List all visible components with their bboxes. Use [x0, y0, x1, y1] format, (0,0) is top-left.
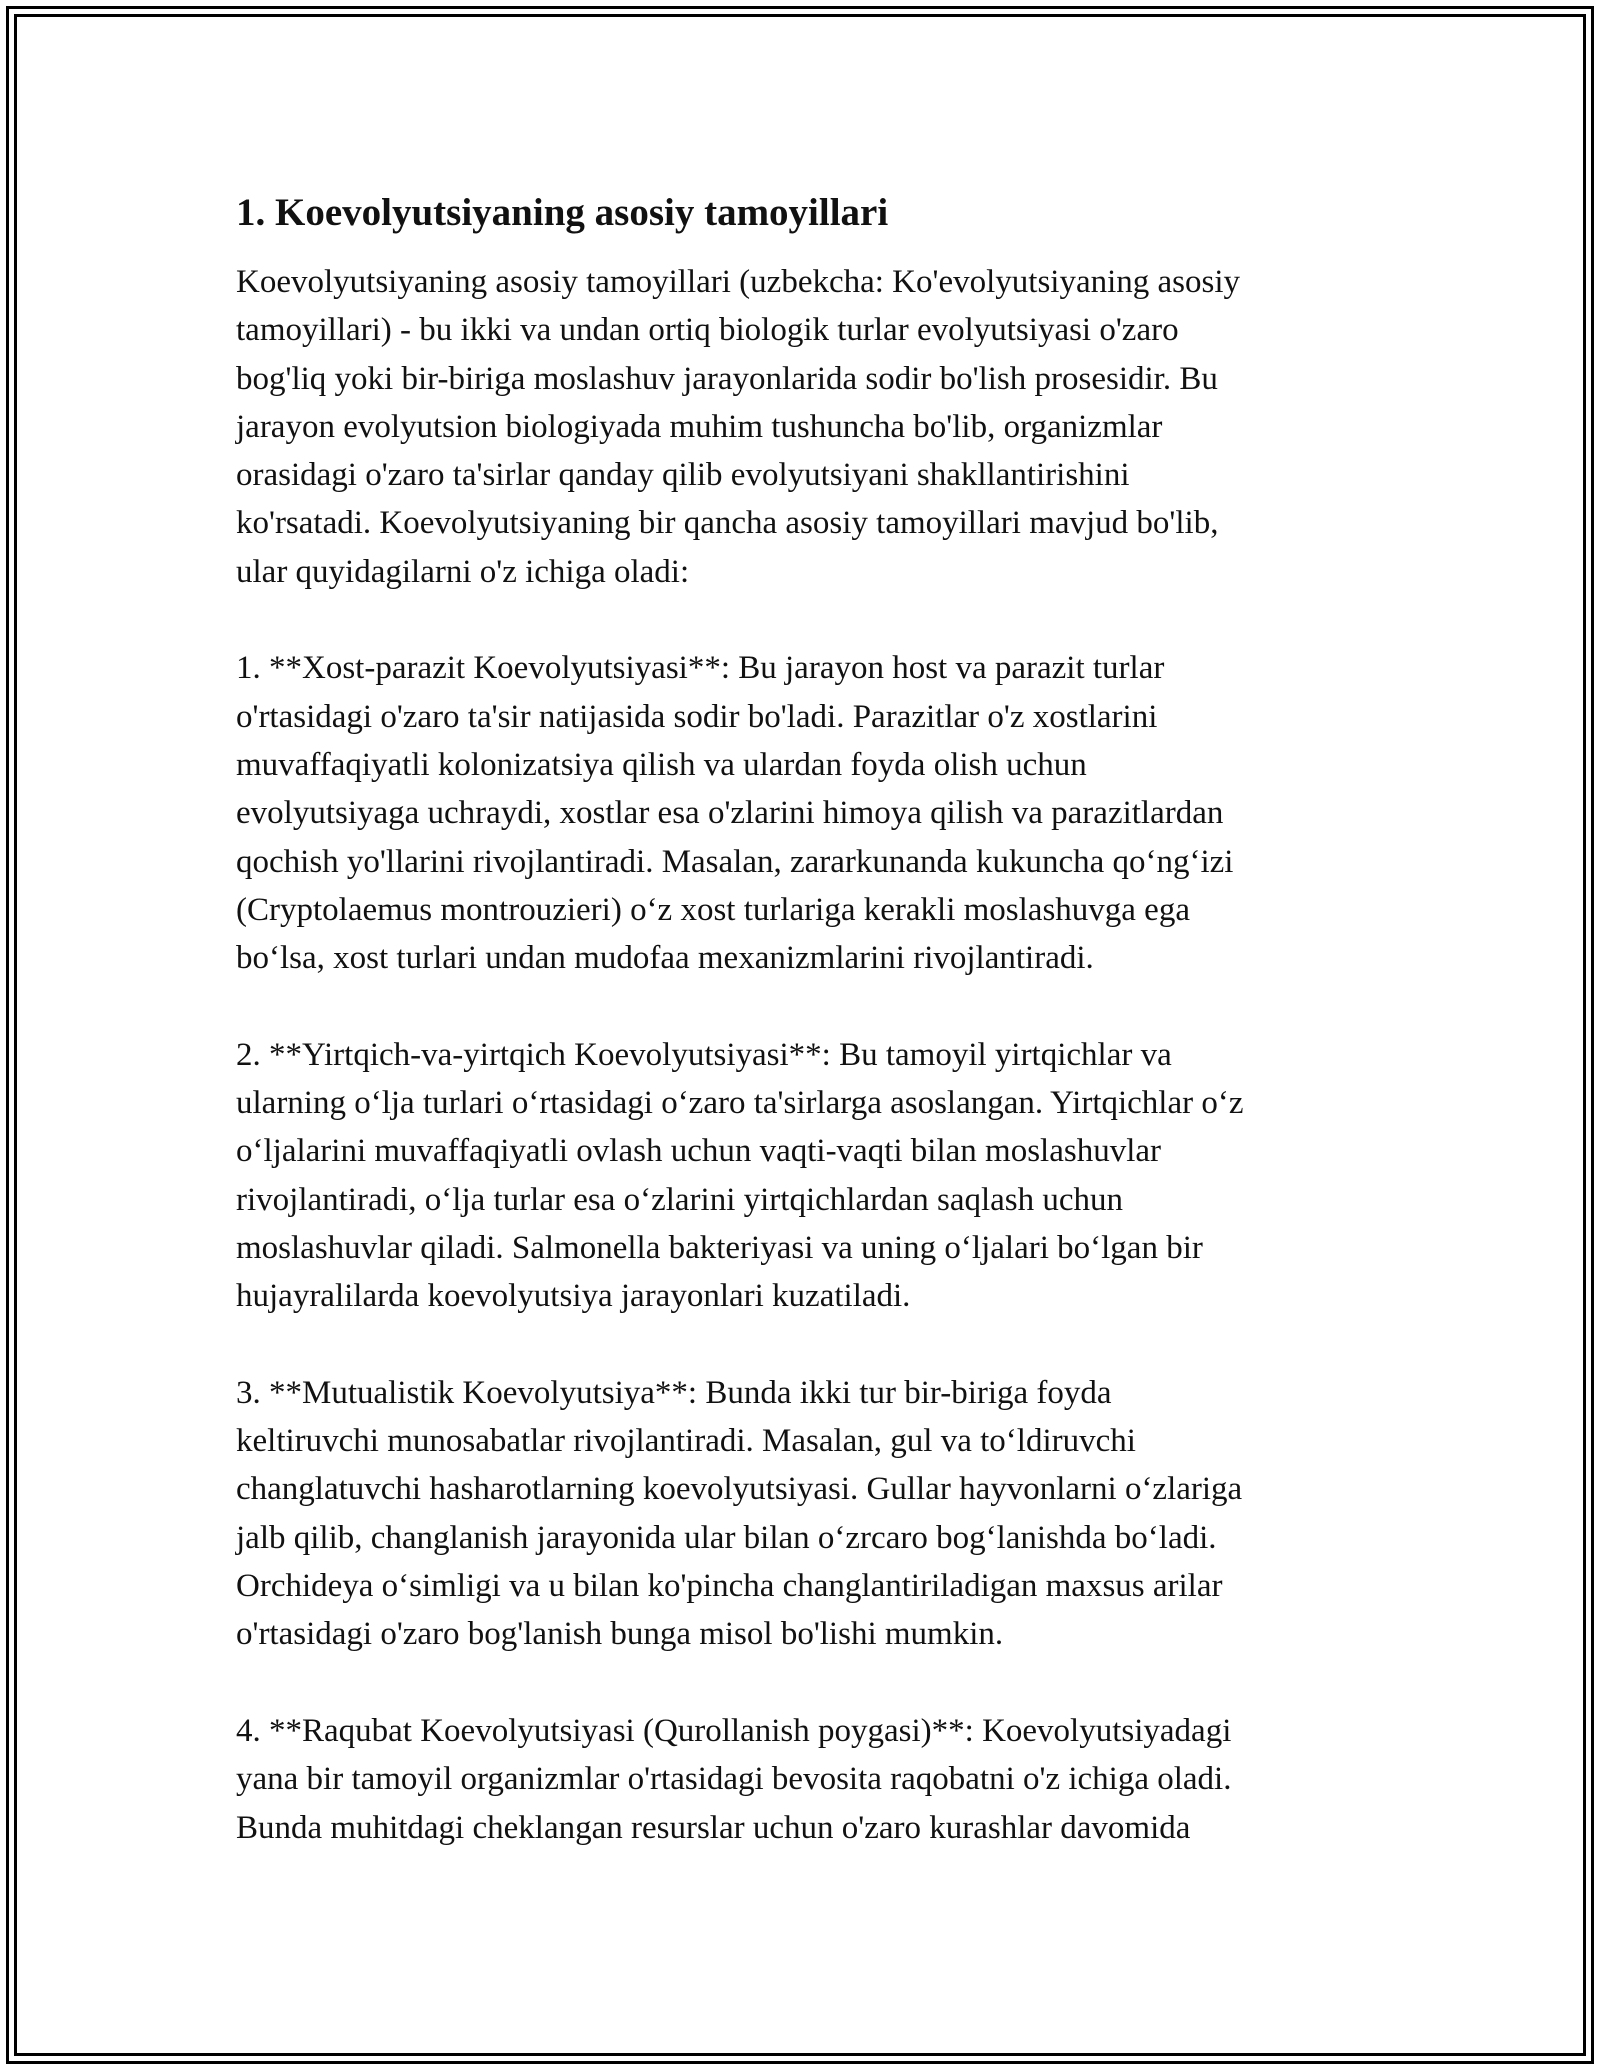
document-title: 1. Koevolyutsiyaning asosiy tamoyillari: [236, 191, 889, 234]
principle-competition: 4. **Raqubat Koevolyutsiyasi (Qurollanish poygasi)**: Koevolyutsiyadagi yana bir tamoyil organizmlar o'rtasidagi bevosita raqobatni o'z ichiga oladi. Bunda muhitdagi cheklangan resurslar uchun o'zaro kurashlar davomida: [236, 1712, 1232, 1846]
principle-host-parasit: 1. **Xost-parazit Koevolyutsiyasi**: Bu jarayon host va parazit turlar o'rtasidagi o'zaro ta'sir natijasida sodir bo'ladi. Parazitlar o'z xostlarini muvaffaqiyatli kolonizatsiya qilish va ulardan foyda olish uchun evolyutsiyaga uchraydi, xostlar esa o'zlarini himoya qilish va parazitlardan qochish yo'llarini rivojlantiradi. Masalan, zararkunanda kukuncha qoʻngʻizi (Cryptolaemus montrouzieri) oʻz xost turlariga kerakli moslashuvga ega boʻlsa, xost turlari undan mudofaa mexanizmlarini rivojlantiradi.: [236, 650, 1234, 977]
intro-paragraph: Koevolyutsiyaning asosiy tamoyillari (uzbekcha: Ko'evolyutsiyaning asosiy tamoyillari) - bu ikki va undan ortiq biologik turlar evolyutsiyasi o'zaro bog'liq yoki bir-biriga moslashuv jarayonlarida sodir bo'lish prosesidir. Bu jarayon evolyutsion biologiyada muhim tushuncha bo'lib, organizmlar orasidagi o'zaro ta'sirlar qanday qilib evolyutsiyani shakllantirishini ko'rsatadi. Koevolyutsiyaning bir qancha asosiy tamoyillari mavjud bo'lib, ular quyidagilarni o'z ichiga oladi:: [236, 264, 1241, 590]
document-body: [236, 188, 1366, 1852]
principle-mutualistic: 3. **Mutualistik Koevolyutsiya**: Bunda ikki tur bir-biriga foyda keltiruvchi munosabatlar rivojlantiradi. Masalan, gul va toʻldiruvchi changlatuvchi hasharotlarning koevolyutsiyasi. Gullar hayvonlarni oʻzlariga jalb qilib, changlanish jarayonida ular bilan oʻzrcaro bogʻlanishda boʻladi. Orchideya oʻsimligi va u bilan ko'pincha changlantiriladigan maxsus arilar o'rtasidagi o'zaro bog'lanish bunga misol bo'lishi mumkin.: [236, 1374, 1243, 1653]
principle-predator-prey: 2. **Yirtqich-va-yirtqich Koevolyutsiyasi**: Bu tamoyil yirtqichlar va ularning oʻlja turlari oʻrtasidagi oʻzaro ta'sirlarga asoslangan. Yirtqichlar oʻz oʻljalarini muvaffaqiyatli ovlash uchun vaqti-vaqti bilan moslashuvlar rivojlantiradi, oʻlja turlar esa oʻzlarini yirtqichlardan saqlash uchun moslashuvlar qiladi. Salmonella bakteriyasi va uning oʻljalari boʻlgan bir hujayralilarda koevolyutsiya jarayonlari kuzatiladi.: [236, 1036, 1244, 1315]
